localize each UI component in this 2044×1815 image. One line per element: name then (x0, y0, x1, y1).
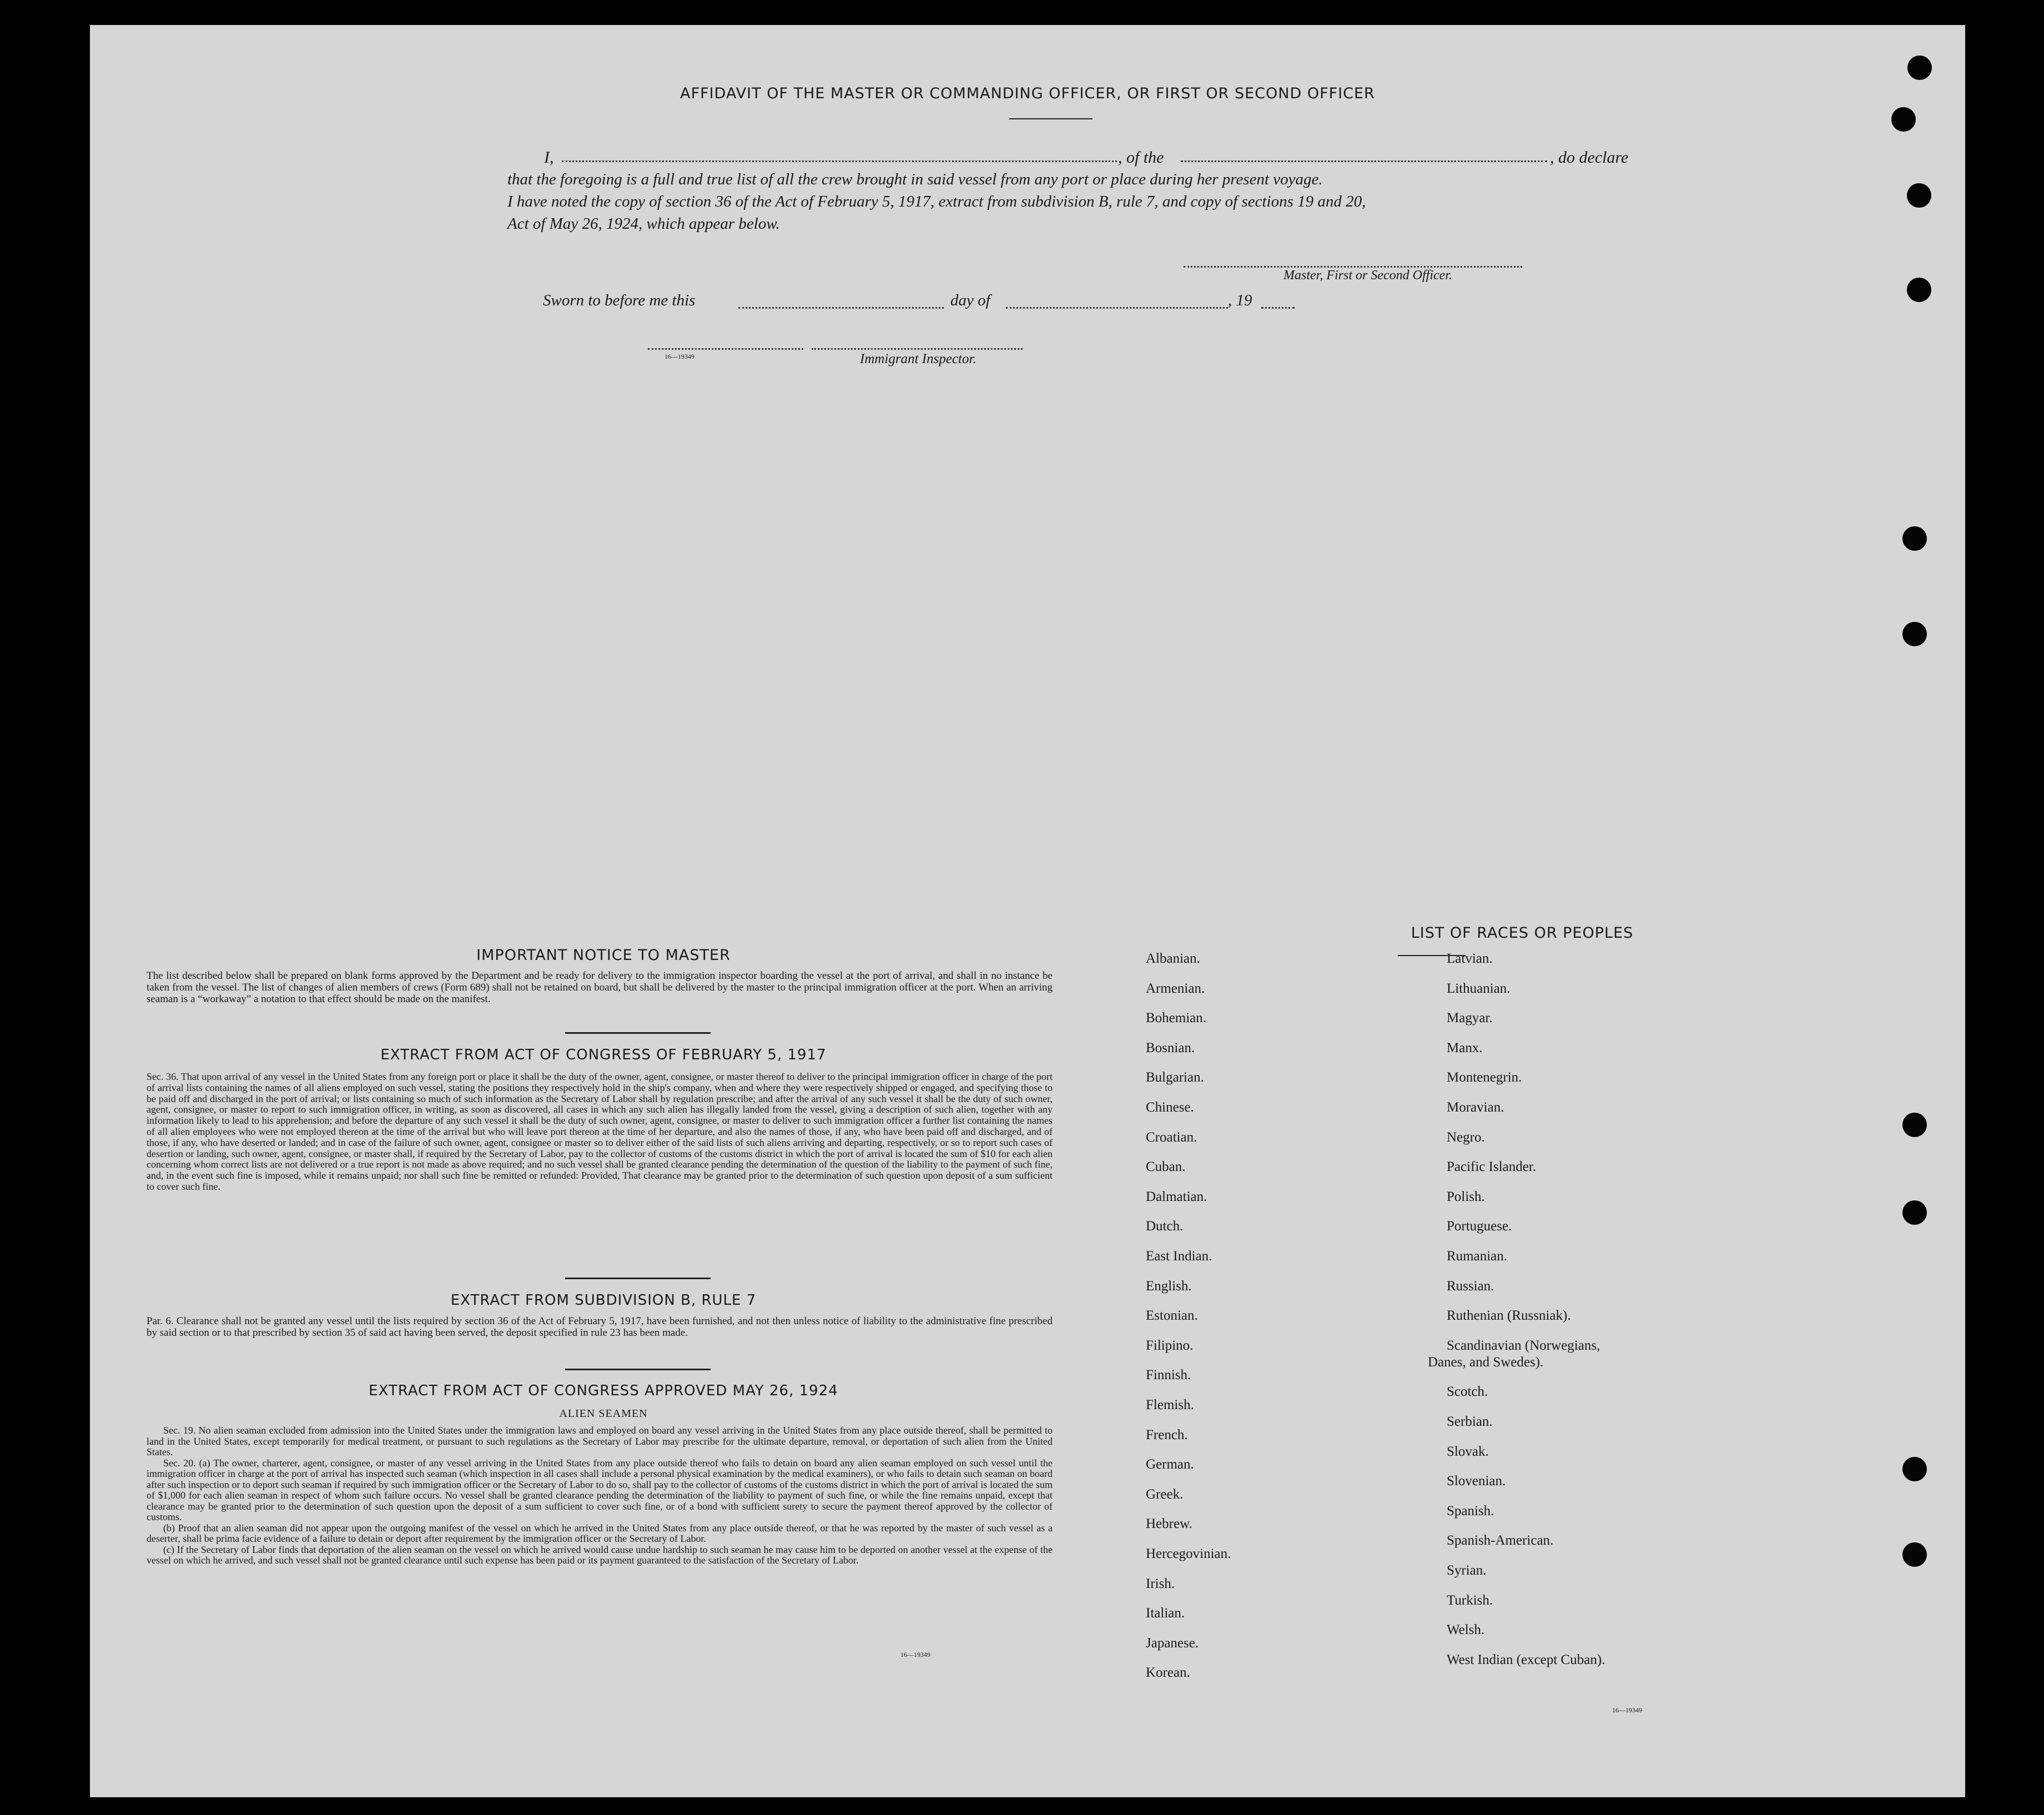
race-item: Hebrew. (1146, 1516, 1192, 1532)
race-item: Latvian. (1447, 951, 1493, 966)
month-blank[interactable] (1006, 307, 1228, 309)
races-form-no: 16—19349 (1612, 1706, 1642, 1714)
name-blank[interactable] (562, 160, 1117, 162)
binder-hole (1907, 56, 1932, 80)
race-item: West Indian (except Cuban). (1447, 1652, 1605, 1667)
race-item: German. (1146, 1457, 1194, 1472)
race-item: Dutch. (1146, 1219, 1184, 1234)
race-item: Irish. (1146, 1576, 1175, 1591)
extract2-body: Par. 6. Clearance shall not be granted any vessel until the lists required by section 36 of the Act of February 5, 1917, have been furnished, and not then unless notice of liability to the administrative fine prescribed by said section or to that prescribed by section 35 of said act having been served, the deposit specified in rule 23 has been made. (147, 1315, 1053, 1339)
race-item: English. (1146, 1278, 1192, 1294)
affidavit-line3: I have noted the copy of section 36 of the Act of February 5, 1917, extract from subdivision B, rule 7, and copy of sections 19 and 20, (507, 193, 1366, 210)
race-item: Japanese. (1146, 1635, 1199, 1651)
document-page (90, 25, 1965, 1797)
day-blank[interactable] (738, 307, 944, 309)
binder-hole (1902, 526, 1927, 551)
race-item: Chinese. (1146, 1100, 1194, 1115)
race-item: Slovak. (1447, 1444, 1489, 1459)
binder-hole (1902, 1200, 1927, 1225)
race-item: Spanish-American. (1447, 1533, 1554, 1548)
binder-hole (1902, 622, 1927, 646)
race-item: East Indian. (1146, 1249, 1212, 1264)
race-item: Hercegovinian. (1146, 1546, 1231, 1561)
race-item: Slovenian. (1447, 1474, 1506, 1489)
race-item: Flemish. (1146, 1397, 1194, 1412)
binder-hole (1907, 278, 1931, 302)
inspector-blank-2[interactable] (812, 348, 1023, 350)
rule-1 (565, 1032, 711, 1034)
race-item: Italian. (1146, 1606, 1185, 1621)
year-label: , 19 (1228, 291, 1252, 309)
inspector-blank-1[interactable] (648, 348, 803, 350)
race-item: Dalmatian. (1146, 1189, 1207, 1204)
race-item: Greek. (1146, 1486, 1184, 1502)
race-item: Estonian. (1146, 1308, 1198, 1324)
race-item: Scandinavian (Norwegians, (1447, 1338, 1600, 1353)
extract2-title: EXTRACT FROM SUBDIVISION B, RULE 7 (450, 1292, 757, 1309)
affidavit-line2: that the foregoing is a full and true list of all the crew brought in said vessel from any port or place during her present voyage. (507, 170, 1323, 188)
section-19: Sec. 19. No alien seaman excluded from admission into the United States under the immigration laws and employed on board any vessel arriving in the United States from any place outside thereof, shall be permitted to land in the United States, except temporarily for medical treatment, or pursuant to such regulations as the Secretary of Labor may prescribe for the ultimate departure, removal, or deportation of such alien from the United States. (147, 1425, 1053, 1457)
race-item: Ruthenian (Russniak). (1447, 1308, 1571, 1324)
race-item: Turkish. (1447, 1592, 1493, 1608)
race-item: Cuban. (1146, 1159, 1186, 1175)
sworn-label: Sworn to before me this (543, 291, 696, 309)
race-item: Welsh. (1447, 1622, 1485, 1638)
rule-3 (565, 1369, 711, 1370)
race-item: Bosnian. (1146, 1040, 1195, 1055)
race-item: Spanish. (1447, 1503, 1494, 1519)
affidavit-i: I, (544, 148, 554, 167)
extract3-subtitle: ALIEN SEAMEN (559, 1407, 648, 1420)
race-item: Pacific Islander. (1447, 1159, 1537, 1175)
race-item: Korean. (1146, 1665, 1190, 1681)
race-item: Filipino. (1146, 1338, 1194, 1353)
race-item: Bulgarian. (1146, 1070, 1204, 1085)
race-item: Lithuanian. (1447, 981, 1511, 996)
race-item: Armenian. (1146, 981, 1205, 996)
race-item: Manx. (1447, 1040, 1483, 1055)
race-item: Danes, and Swedes). (1428, 1354, 1544, 1370)
section-20c: (c) If the Secretary of Labor finds that deportation of the alien seaman on the vessel on which he arrived would cause undue hardship to such seaman he may cause him to be deported on another vessel at the expense of the vessel on which he arrived, and such vessel shall not be granted clearance until such expense has been paid or its payment guaranteed to the satisfaction of the Secretary of Labor. (147, 1543, 1053, 1566)
race-item: Serbian. (1447, 1414, 1493, 1429)
year-blank[interactable] (1261, 307, 1295, 309)
extract3-form-no: 16—19349 (900, 1651, 930, 1658)
inspector-label: Immigrant Inspector. (860, 351, 976, 366)
extract3-title: EXTRACT FROM ACT OF CONGRESS APPROVED MAY 26, 1924 (369, 1382, 838, 1399)
binder-hole (1902, 1113, 1927, 1137)
race-item: Rumanian. (1447, 1249, 1508, 1264)
binder-hole (1891, 107, 1916, 132)
race-item: Magyar. (1447, 1010, 1493, 1026)
race-item: Polish. (1447, 1189, 1485, 1204)
race-item: Montenegrin. (1447, 1070, 1522, 1085)
affidavit-form-no: 16—19349 (664, 353, 694, 360)
title-rule (1009, 118, 1093, 119)
race-item: Finnish. (1146, 1367, 1191, 1383)
race-item: Syrian. (1447, 1563, 1487, 1578)
affidavit-title: AFFIDAVIT OF THE MASTER OR COMMANDING OFFICER, OR FIRST OR SECOND OFFICER (680, 85, 1375, 102)
race-item: Russian. (1447, 1278, 1494, 1294)
extract3-body (147, 1425, 1053, 1566)
race-item: Croatian. (1146, 1129, 1197, 1145)
section-20b: (b) Proof that an alien seaman did not appear upon the outgoing manifest of the vessel on which he arrived in the United States from any place outside thereof, or that he was reported by the master of such vessel as a deserter, shall be prima facie evidence of a failure to detain or deport after requirement by the immigration officer or the Secretary of Labor. (147, 1522, 1053, 1544)
binder-hole (1902, 1457, 1927, 1481)
binder-hole (1907, 183, 1931, 208)
race-item: Albanian. (1146, 951, 1200, 966)
notice-body: The list described below shall be prepared on blank forms approved by the Department and be ready for delivery to the immigration inspector boarding the vessel at the port of arrival, and shall in no instance be taken from the vessel. The list of changes of alien members of crews (Form 689) shall not be retained on board, but shall be delivered by the master to the principal immigration officer at the port. When an arriving seaman is a “workaway” a notation to that effect should be made on the manifest. (147, 970, 1053, 1005)
signature-label: Master, First or Second Officer. (1283, 268, 1452, 283)
race-item: Bohemian. (1146, 1010, 1207, 1026)
rule-2 (565, 1278, 711, 1279)
affidavit-line4: Act of May 26, 1924, which appear below. (507, 215, 780, 233)
race-item: Portuguese. (1447, 1219, 1512, 1234)
binder-hole (1902, 1542, 1927, 1567)
extract1-body: Sec. 36. That upon arrival of any vessel in the United States from any foreign port or place it shall be the duty of the owner, agent, consignee, or master thereof to deliver to the principal immigration officer in charge of the port of arrival lists containing the names of all aliens employed on such vessel, stating the positions they respectively hold in the ship's company, when and where they were respectively shipped or engaged, and specifying those to be paid off and discharged in the port of arrival; or lists containing so much of such information as the Secretary of Labor shall by regulation prescribe; and after the arrival of any such vessel it shall be the duty of such owner, agent, consignee, or master to report to such immigration officer, in writing, as soon as discovered, all cases in which any such alien has illegally landed from the vessel, giving a description of such alien, together with any information likely to lead to his apprehension; and before the departure of any such vessel it shall be the duty of such owner, agent, consignee, or master to deliver to such immigration officer a further list containing the names of all alien employees who were not employed thereon at the time of the arrival but who will leave port thereon at the time of her departure, and also the names of those, if any, who have been paid off and discharged, and of those, if any, who have deserted or landed; and in case of the failure of such owner, agent, consignee or master so to deliver either of the said lists of such aliens arriving and departing, respectively, or so to report such cases of desertion or landing, such owner, agent, consignee, or master shall, if required by the Secretary of Labor, pay to the collector of customs of the customs district in which the port of arrival is located the sum of $10 for each alien concerning whom correct lists are not delivered or a true report is not made as above required; and no such vessel shall be granted clearance pending the determination of the question of the liability to the payment of such fine, and, in the event such fine is imposed, while it remains unpaid; nor shall such fine be remitted or refunded: Provided, That clearance may be granted prior to the determination of such question upon deposit of a sum sufficient to cover such fine. (147, 1071, 1053, 1192)
race-item: French. (1146, 1427, 1188, 1442)
extract1-title: EXTRACT FROM ACT OF CONGRESS OF FEBRUARY 5, 1917 (380, 1047, 827, 1063)
day-of-label: day of (950, 291, 990, 309)
race-item: Moravian. (1447, 1100, 1504, 1115)
vessel-blank[interactable] (1181, 160, 1547, 162)
race-item: Negro. (1447, 1129, 1485, 1145)
section-20a: Sec. 20. (a) The owner, charterer, agent, consignee, or master of any vessel arriving in the United States from any place outside thereof who fails to detain on board any alien seaman employed on such vessel until the immigration officer in charge at the port of arrival has inspected such seaman (which inspection in all cases shall include a personal physical examination by the medical examiners), or who fails to detain such seaman on board after such inspection or to deport such seaman if required by such immigration officer or the Secretary of Labor to do so, shall pay to the collector of customs of the customs district in which the port of arrival is located the sum of $1,000 for each alien seaman in respect of whom such failure occurs. No vessel shall be granted clearance pending the determination of the liability to payment of such fine, or while the fine remains unpaid, except that clearance may be granted prior to the determination of such question upon the deposit of a sum sufficient to cover such fine, or of a bond with sufficient surety to secure the payment thereof approved by the collector of customs. (147, 1457, 1053, 1522)
signature-blank[interactable] (1184, 266, 1522, 268)
race-item: Scotch. (1447, 1384, 1488, 1400)
affidavit-declare: , do declare (1550, 148, 1629, 167)
notice-title: IMPORTANT NOTICE TO MASTER (476, 947, 731, 964)
affidavit-of-the: , of the (1118, 148, 1164, 167)
races-title: LIST OF RACES OR PEOPLES (1411, 924, 1634, 942)
